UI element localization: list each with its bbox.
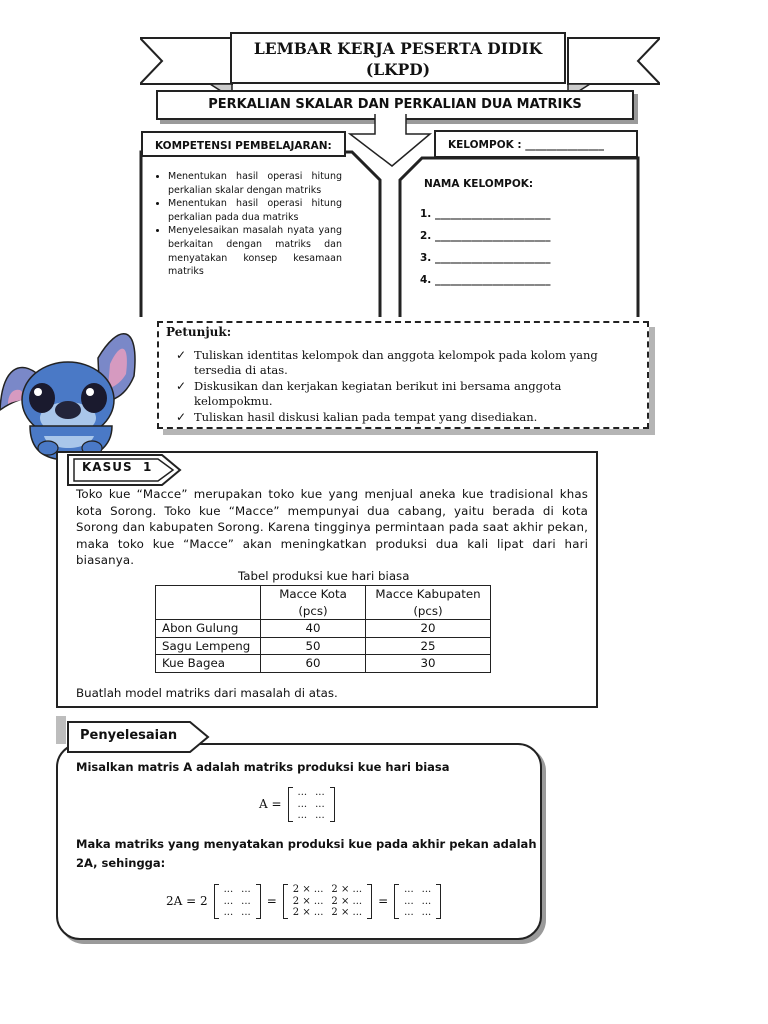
penyelesaian-line-3: 2A, sehingga: <box>76 856 166 870</box>
matrix-cell: ... <box>315 787 325 798</box>
table-cell: 40 <box>261 620 366 638</box>
table-header-row <box>156 586 491 620</box>
matrix-cell: ... <box>297 787 308 798</box>
matrix-cell: 2 × ... <box>331 884 363 895</box>
matrix-cell: ... <box>223 907 234 918</box>
kompetensi-item: • Menentukan hasil operasi hitung perkalian skalar dengan matriks <box>168 170 342 197</box>
kompetensi-label: KOMPETENSI PEMBELAJARAN: <box>141 131 346 157</box>
matrix-cell: ... <box>241 884 251 895</box>
member-field-4[interactable]: 4. ______________________ <box>420 274 551 286</box>
table-header-cell: Macce Kota (pcs) <box>261 586 366 620</box>
table-cell: 60 <box>261 655 366 673</box>
matrix-cell: ... <box>315 810 325 821</box>
matrix-2a-result <box>394 884 441 919</box>
matrix-cell: ... <box>404 884 414 895</box>
kelompok-field[interactable]: KELOMPOK : _______________ <box>434 130 638 158</box>
petunjuk-list <box>176 348 631 425</box>
topic-subtitle: PERKALIAN SKALAR DAN PERKALIAN DUA MATRIKS <box>156 90 634 120</box>
petunjuk-item: Tuliskan identitas kelompok dan anggota kelompok pada kolom yang tersedia di atas. <box>194 348 598 377</box>
equation-a <box>259 787 335 822</box>
matrix-cell: ... <box>241 895 251 907</box>
kompetensi-list <box>152 170 342 279</box>
petunjuk-item: Diskusikan dan kerjakan kegiatan berikut ini bersama anggota kelompokmu. <box>194 379 562 408</box>
check-icon: ✓ <box>176 379 187 393</box>
production-table <box>155 585 491 673</box>
table-cell: 50 <box>261 637 366 655</box>
equation-2a-lhs: 2A = 2 <box>166 894 208 909</box>
matrix-cell: ... <box>297 798 308 810</box>
check-icon: ✓ <box>176 348 187 362</box>
matrix-cell: ... <box>223 884 234 895</box>
matrix-cell: ... <box>241 907 251 918</box>
table-cell: Kue Bagea <box>156 655 261 673</box>
worksheet-title <box>230 32 566 84</box>
table-caption: Tabel produksi kue hari biasa <box>238 569 410 583</box>
member-field-2[interactable]: 2. ______________________ <box>420 230 551 242</box>
title-line-2: (LKPD) <box>365 60 431 79</box>
matrix-cell: ... <box>421 884 432 895</box>
table-cell: 20 <box>366 620 491 638</box>
kasus-instruction: Buatlah model matriks dari masalah di atas. <box>76 686 338 700</box>
equals-sign: = <box>266 894 277 909</box>
table-header-cell <box>156 586 261 620</box>
matrix-cell: 2 × ... <box>331 895 363 907</box>
kasus-text: Toko kue “Macce” merupakan toko kue yang menjual aneka kue tradisional khas kota Sorong. Toko kue “Macce” mempunyai dua cabang, yaitu berada di kota Sorong dan kabupaten Sorong. Karena tingginya permintaan pada saat akhir pekan, maka toko kue “Macce” akan meningkatkan produksi dua kali lipat dari hari biasanya. <box>76 487 588 568</box>
matrix-cell: 2 × ... <box>292 884 324 895</box>
table-header-cell: Macce Kabupaten (pcs) <box>366 586 491 620</box>
kompetensi-item: • Menyelesaikan masalah nyata yang berkaitan dengan matriks dan menyatakan konsep kesamaan matriks <box>168 224 342 278</box>
matrix-cell: ... <box>421 907 432 918</box>
kompetensi-item: • Menentukan hasil operasi hitung perkalian pada dua matriks <box>168 197 342 224</box>
matrix-cell: 2 × ... <box>292 895 324 907</box>
penyelesaian-label: Penyelesaian <box>80 728 178 743</box>
equation-2a <box>166 884 441 919</box>
table-cell: 25 <box>366 637 491 655</box>
petunjuk-title: Petunjuk: <box>166 325 232 339</box>
table-row <box>156 620 491 638</box>
petunjuk-item: Tuliskan hasil diskusi kalian pada tempat yang disediakan. <box>194 410 538 424</box>
table-cell: 30 <box>366 655 491 673</box>
table-row <box>156 637 491 655</box>
matrix-cell: ... <box>404 907 414 918</box>
equals-sign: = <box>378 894 389 909</box>
table-row <box>156 655 491 673</box>
matrix-cell: 2 × ... <box>292 907 324 918</box>
nama-kelompok-title: NAMA KELOMPOK: <box>424 178 534 190</box>
penyelesaian-line-2: Maka matriks yang menyatakan produksi kue pada akhir pekan adalah <box>76 837 537 851</box>
matrix-cell: ... <box>421 895 432 907</box>
title-line-1: LEMBAR KERJA PESERTA DIDIK <box>253 39 543 58</box>
table-cell: Sagu Lempeng <box>156 637 261 655</box>
table-cell: Abon Gulung <box>156 620 261 638</box>
matrix-a <box>288 787 335 822</box>
member-field-3[interactable]: 3. ______________________ <box>420 252 551 264</box>
matrix-cell: ... <box>223 895 234 907</box>
check-icon: ✓ <box>176 410 187 424</box>
matrix-scaled-expansion <box>283 884 372 919</box>
matrix-a-scaled-input <box>214 884 261 919</box>
member-field-1[interactable]: 1. ______________________ <box>420 208 551 220</box>
matrix-cell: ... <box>404 895 414 907</box>
equation-a-lhs: A = <box>259 797 282 812</box>
kasus-label: KASUS 1 <box>82 460 153 474</box>
matrix-cell: 2 × ... <box>331 907 363 918</box>
stitch-mascot-illustration <box>0 318 150 460</box>
penyelesaian-line-1: Misalkan matris A adalah matriks produksi kue hari biasa <box>76 760 450 774</box>
matrix-cell: ... <box>315 798 325 810</box>
matrix-cell: ... <box>297 810 308 821</box>
